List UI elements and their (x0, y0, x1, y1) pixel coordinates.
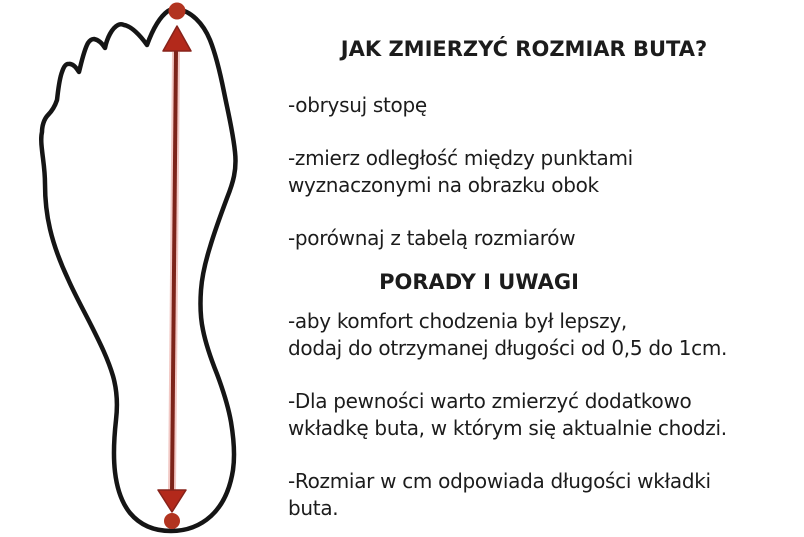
text-line: dodaj do otrzymanej długości od 0,5 do 1cm. (288, 336, 728, 360)
tip-measure-insole (288, 388, 727, 442)
text-line: wkładkę buta, w którym się aktualnie chodzi. (288, 416, 727, 440)
step-measure-distance (288, 145, 633, 199)
text-line: -Dla pewności warto zmierzyć dodatkowo (288, 389, 692, 413)
step-compare-table (288, 225, 575, 252)
tip-add-length (288, 308, 727, 362)
text-line: wyznaczonymi na obrazku obok (288, 173, 599, 197)
text-line: -aby komfort chodzenia był lepszy, (288, 309, 627, 333)
foot-outline (41, 9, 235, 531)
tips-heading: PORADY I UWAGI (379, 270, 579, 294)
foot-diagram-svg (0, 0, 280, 537)
foot-diagram (0, 0, 280, 537)
text-line: -Rozmiar w cm odpowiada długości wkładki (288, 469, 711, 493)
text-line: buta. (288, 496, 339, 520)
text-line: -porównaj z tabelą rozmiarów (288, 226, 576, 250)
heel-marker-dot (164, 513, 180, 529)
step-outline-foot (288, 92, 427, 119)
tip-size-in-cm (288, 468, 711, 522)
text-line: -zmierz odległość między punktami (288, 146, 633, 170)
text-line: -obrysuj stopę (288, 93, 427, 117)
toe-marker-dot (169, 3, 186, 20)
guide-title: JAK ZMIERZYĆ ROZMIAR BUTA? (340, 37, 708, 61)
